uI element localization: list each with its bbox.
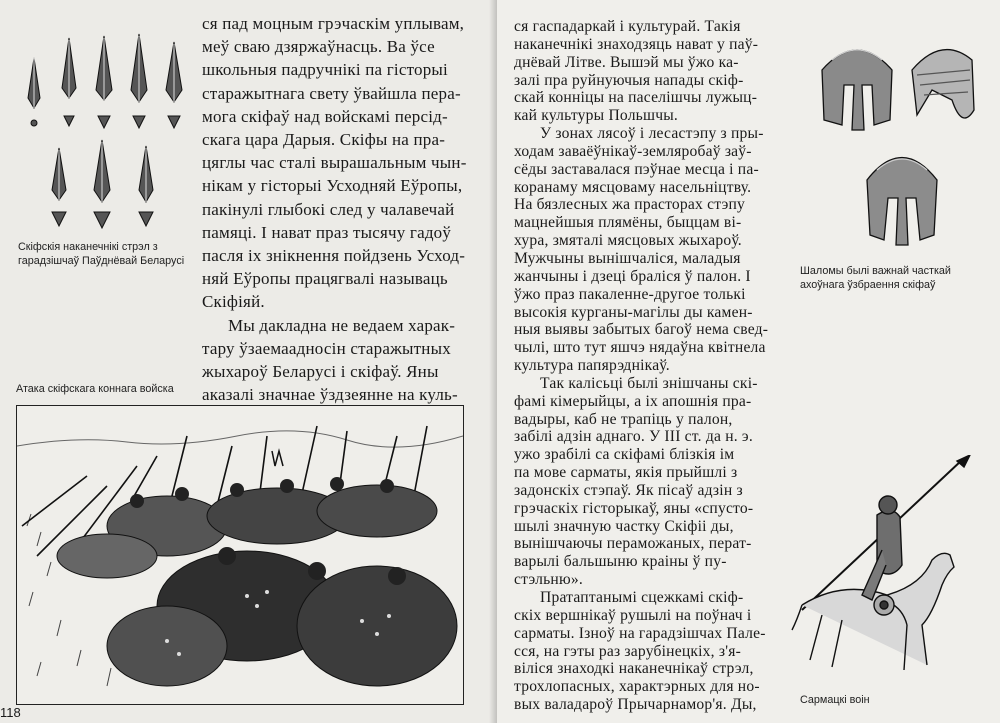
text-line: наканечнікі знаходзяць нават у паў- <box>514 35 759 53</box>
helmet-3 <box>867 158 937 246</box>
text-line: ся гаспадаркай і культурай. Такія <box>514 18 741 35</box>
battle-caption: Атака скіфскага коннага войска <box>16 383 174 395</box>
text-line: трохлопасных, характэрных для но- <box>514 678 760 696</box>
text-line: ўжо праз пакаленне-другое толькі <box>514 285 746 303</box>
text-line: мацнейшыя плямёны, быццам ві- <box>514 214 742 232</box>
text-line: На бязлесных жа прасторах стэпу <box>514 196 746 214</box>
warrior-caption: Сармацкі воін <box>800 694 870 706</box>
text-line: школьныя падручнікі па гісторыі <box>202 60 448 80</box>
text-line: пасля іх знікнення пойдзень Усход- <box>202 246 466 266</box>
helmets-illustration <box>802 30 992 260</box>
text-line: У зонах лясоў і лесастэпу з пры- <box>540 125 764 143</box>
text-line: вадыры, каб не трапіць у палон, <box>514 410 733 428</box>
text-line: задонскіх стэпаў. Як пісаў адзін з <box>514 481 743 499</box>
text-line: няй Еўропы працягвалі называць <box>202 269 448 289</box>
arrowhead-5 <box>166 42 182 102</box>
text-line: сарматы. Ізноў на гарадзішчах Пале- <box>514 624 766 642</box>
text-line: меў сваю дзяржаўнасць. Ва ўсе <box>202 37 435 57</box>
arrowhead-2 <box>62 38 76 98</box>
text-line: па мове сарматы, якія прыйшлі з <box>514 464 738 482</box>
arrowheads-caption: Скіфскія наканечнікі стрэл з гарадзішчаў Паўднёвай Беларусі <box>18 241 185 267</box>
text-line: грэчаскіх гісторыкаў, яны «спусто- <box>514 499 754 517</box>
arrowhead-1 <box>28 58 40 108</box>
text-line: хура, змяталі мясцовых жыхароў. <box>514 232 742 250</box>
right-page <box>497 0 1000 723</box>
right-text-column <box>514 18 799 714</box>
text-line: памяці. І нават праз тысячу гадоў <box>202 222 452 242</box>
text-line: культура папярэднікаў. <box>514 357 670 375</box>
text-line: віліся знаходкі наканечнікаў стрэл, <box>514 660 754 678</box>
text-line: Пратаптанымі сцежкамі скіф- <box>540 589 744 606</box>
text-line: ходам заваёўнікаў-земляробаў заў- <box>514 142 752 160</box>
text-line: Мужчыны вынішчаліся, маладыя <box>514 249 741 267</box>
arrowhead-4 <box>131 34 147 102</box>
text-line: залі пра руйнуючыя напады скіф- <box>514 71 744 89</box>
arrowheads-illustration <box>14 28 194 238</box>
text-line: жыхароў Беларусі і скіфаў. Яны <box>202 362 439 382</box>
text-line: фамі кімерыйцы, а іх апошнія пра- <box>514 392 752 410</box>
text-line: ужо зрабілі са скіфамі блізкія ім <box>514 446 735 464</box>
text-line: кай культуры Польшчы. <box>514 107 679 125</box>
text-line: аказалі значнае ўздзеянне на куль- <box>202 385 458 405</box>
text-line: вынішчаючы пераможаных, перат- <box>514 535 752 553</box>
text-line: чылі, што тут яшчэ нядаўна квітнела <box>514 339 766 357</box>
text-line: Скіфіяй. <box>202 292 265 312</box>
text-line: тару ўзаемаадносін старажытных <box>202 338 451 358</box>
text-line: скіх вершнікаў рушылі на поўнач і <box>514 606 752 624</box>
text-line: забілі адзін аднаго. У III ст. да н. э. <box>514 428 753 446</box>
text-line: высокія курганы-магілы ды камен- <box>514 303 753 321</box>
text-line: мога скіфаў над войскамі персід- <box>202 106 448 126</box>
helmet-1 <box>822 50 892 130</box>
helmets-caption: Шаломы былі важнай часткай ахоўнага ўзбраення скіфаў <box>800 265 951 291</box>
text-line: коранаму мясцоваму насельніцтву. <box>514 178 752 196</box>
helmet-2 <box>912 50 974 118</box>
text-line: Мы дакладна не ведаем харак- <box>228 315 456 335</box>
text-line: Так калісьці былі знішчаны скі- <box>540 374 758 392</box>
text-line: варылі бальшыню краіны ў пу- <box>514 553 727 571</box>
text-line: вых валадароў Прычарнамор'я. Ды, <box>514 696 757 714</box>
left-page <box>0 0 497 723</box>
text-line: шылі значную частку Скіфіі ды, <box>514 517 734 535</box>
sarmatian-warrior-illustration <box>782 455 987 680</box>
battle-illustration <box>16 405 464 705</box>
text-line: ныя выявы забытых багоў нема свед- <box>514 321 769 339</box>
arrowhead-8 <box>139 146 153 202</box>
arrowhead-7 <box>94 140 110 202</box>
text-line: пакінулі глыбокі след у чалавечай <box>202 199 455 219</box>
text-line: нікам у гісторыі Усходняй Еўропы, <box>202 176 463 196</box>
text-line: старажытнага свету ўвайшла пера- <box>202 83 461 103</box>
text-line: жанчыны і дзеці браліся ў палон. І <box>514 267 751 285</box>
arrowhead-6 <box>52 148 66 200</box>
text-line: скага цара Дарыя. Скіфы на пра- <box>202 130 446 150</box>
text-line: ся пад моцным грэчаскім уплывам, <box>202 14 465 33</box>
text-line: цяглы час сталі вырашальным чын- <box>202 153 467 173</box>
text-line: сёды заставалася пэўнае месца і па- <box>514 160 759 178</box>
text-line: днёвай Літве. Вышэй мы ўжо ка- <box>514 53 739 71</box>
arrowhead-3 <box>96 36 112 100</box>
text-line: стэльню». <box>514 571 583 589</box>
text-line: сся, на гэты раз зарубінецкіх, з'я- <box>514 642 742 660</box>
page-number: 118 <box>0 705 21 720</box>
text-line: скай конніцы на паселішчы лужыц- <box>514 89 758 107</box>
